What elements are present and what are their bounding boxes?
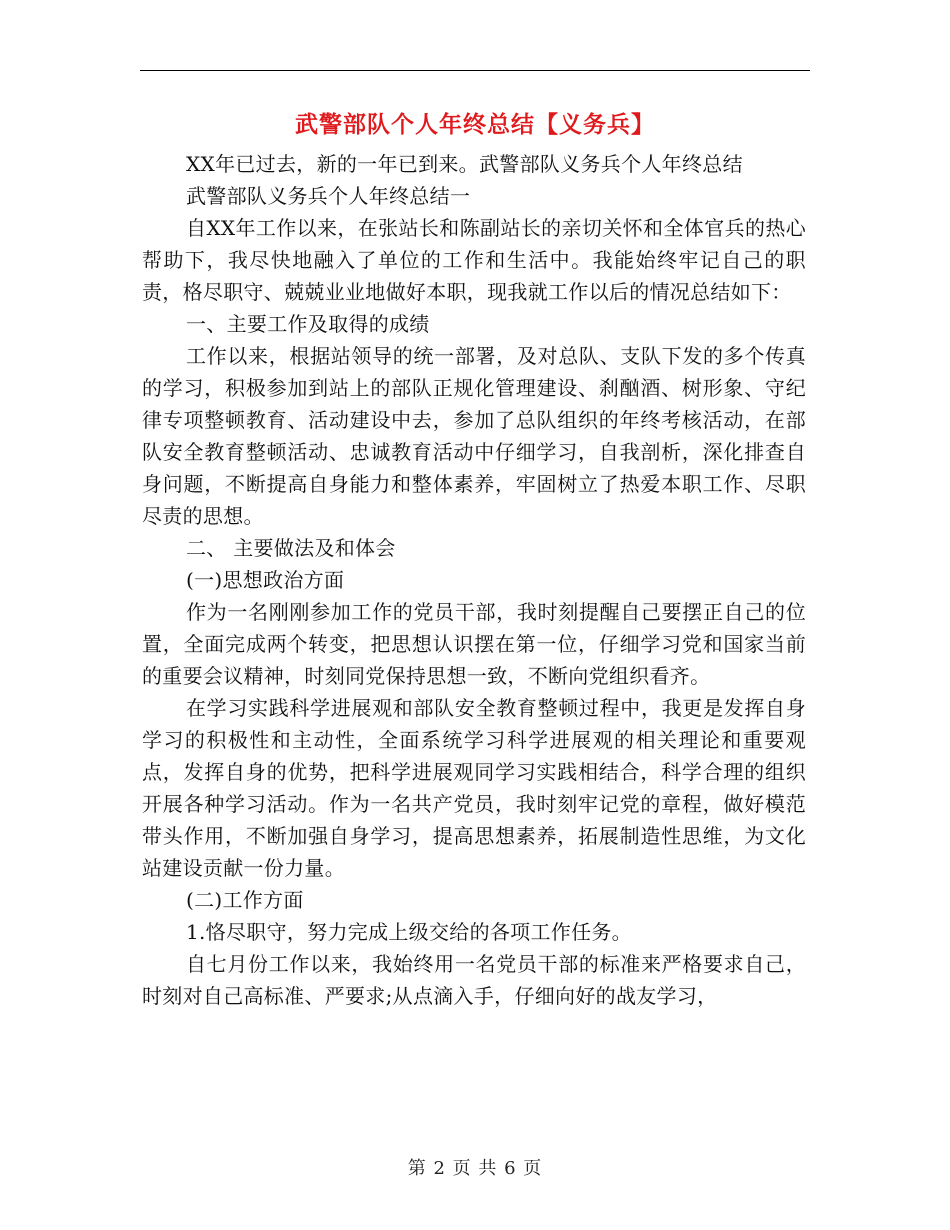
paragraph-political-2: 在学习实践科学进展观和部队安全教育整顿过程中，我更是发挥自身学习的积极性和主动性，全面系统学习科学进展观的相关理论和重要观点，发挥自身的优势，把科学进展观同学习实践相结合，科学合理的组织开展各种学习活动。作为一名共产党员，我时刻牢记党的章程，做好模范带头作用，不断加强自身学习，提高思想素养，拓展制造性思维，为文化站建设贡献一份力量。 xyxy=(142,696,806,880)
subsection-heading-political: (一)思想政治方面 xyxy=(186,568,345,592)
paragraph-intro: XX年已过去，新的一年已到来。武警部队义务兵个人年终总结 xyxy=(186,152,743,176)
paragraph-opening: 自XX年工作以来，在张站长和陈副站长的亲切关怀和全体官兵的热心帮助下，我尽快地融入了单位的工作和生活中。我能始终牢记自己的职责，格尽职守、兢兢业业地做好本职，现我就工作以后的情况总结如下： xyxy=(142,216,806,304)
paragraph-achievements: 工作以来，根据站领导的统一部署，及对总队、支队下发的多个传真的学习，积极参加到站上的部队正规化管理建设、刹酗酒、树形象、守纪律专项整顿教育、活动建设中去，参加了总队组织的年终考核活动，在部队安全教育整顿活动、忠诚教育活动中仔细学习，自我剖析，深化排查自身问题，不断提高自身能力和整体素养，牢固树立了热爱本职工作、尽职尽责的思想。 xyxy=(142,344,806,528)
page-number: 第 2 页 共 6 页 xyxy=(407,1158,543,1179)
paragraph-work-1: 自七月份工作以来，我始终用一名党员干部的标准来严格要求自己，时刻对自己高标准、严要求;从点滴入手，仔细向好的战友学习， xyxy=(142,952,806,1008)
header-rule xyxy=(140,70,810,71)
subsection-heading-work: (二)工作方面 xyxy=(186,888,304,912)
document-title: 武警部队个人年终总结【义务兵】 xyxy=(295,112,655,138)
paragraph-subtitle: 武警部队义务兵个人年终总结一 xyxy=(186,184,471,208)
section-heading-1: 一、主要工作及取得的成绩 xyxy=(186,312,430,336)
list-item-1: 1.恪尽职守，努力完成上级交给的各项工作任务。 xyxy=(186,920,632,944)
document-body xyxy=(142,148,806,1012)
section-heading-2: 二、 主要做法及和体会 xyxy=(186,536,396,560)
paragraph-political-1: 作为一名刚刚参加工作的党员干部，我时刻提醒自己要摆正自己的位置，全面完成两个转变，把思想认识摆在第一位，仔细学习党和国家当前的重要会议精神，时刻同党保持思想一致，不断向党组织看齐。 xyxy=(142,600,806,688)
